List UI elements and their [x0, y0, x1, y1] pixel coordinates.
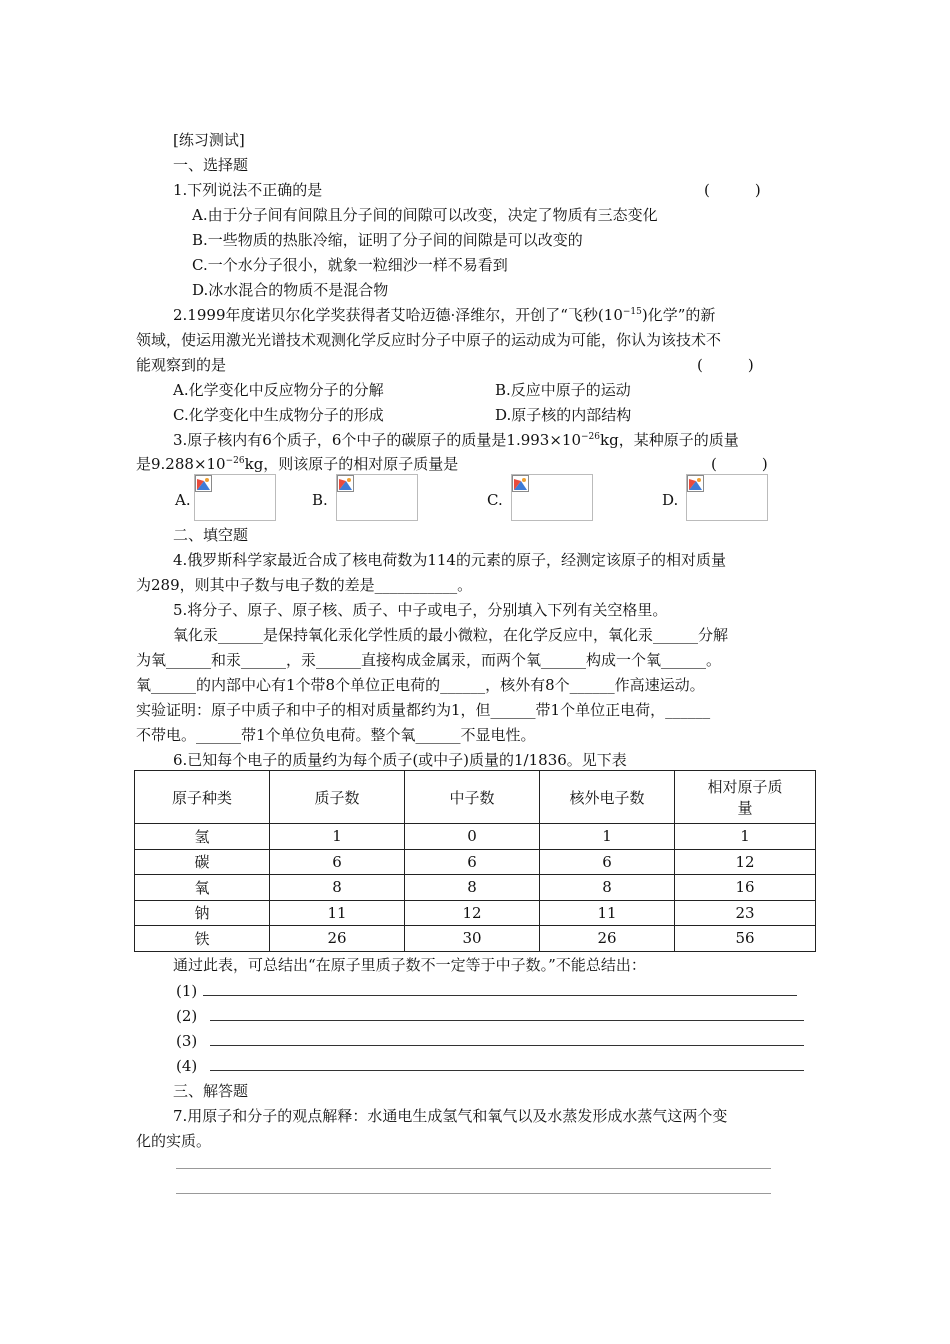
table-cell: 11 [270, 900, 405, 926]
section-title-fill: 二、填空题 [173, 526, 249, 544]
q2-option-d: D.原子核的内部结构 [495, 406, 632, 424]
q3-option-c-image [511, 474, 593, 521]
q1-option-c: C.一个水分子很小，就象一粒细沙一样不易看到 [192, 256, 508, 274]
q3-option-d-label: D. [662, 491, 679, 509]
table-cell: 6 [405, 849, 540, 875]
table-cell: 26 [270, 926, 405, 952]
q6-item-3: (3) [176, 1032, 198, 1050]
table-cell: 8 [270, 875, 405, 901]
table-cell: 26 [540, 926, 675, 952]
q5-line3: 为氧______和汞______，汞______直接构成金属汞，而两个氧______构成一个氧______。 [136, 651, 722, 669]
table-cell: 氧 [135, 875, 270, 901]
table-row [135, 824, 816, 850]
q4-line1: 4.俄罗斯科学家最近合成了核电荷数为114的元素的原子，经测定该原子的相对质量 [173, 551, 726, 569]
q3-option-b-image [336, 474, 418, 521]
table-header-row [135, 771, 816, 824]
table-cell: 23 [675, 900, 816, 926]
answer-line [176, 1168, 771, 1169]
table-header: 质子数 [270, 771, 405, 824]
table-cell: 0 [405, 824, 540, 850]
q3-option-b-label: B. [312, 491, 328, 509]
q6-item-1: (1) [176, 982, 198, 1000]
q5-line5: 实验证明：原子中质子和中子的相对质量都约为1，但______带1个单位正电荷，______ [136, 701, 711, 719]
table-cell: 钠 [135, 900, 270, 926]
table-cell: 11 [540, 900, 675, 926]
table-cell: 8 [405, 875, 540, 901]
answer-line [176, 1193, 771, 1194]
broken-image-icon [687, 475, 704, 492]
table-cell: 6 [540, 849, 675, 875]
q2-option-a: A.化学变化中反应物分子的分解 [173, 381, 384, 399]
table-cell: 16 [675, 875, 816, 901]
broken-image-icon [337, 475, 354, 492]
q7-line2: 化的实质。 [136, 1132, 212, 1150]
table-row [135, 900, 816, 926]
q6-item-2: (2) [176, 1007, 198, 1025]
answer-line [210, 1020, 804, 1021]
q5-line1: 5.将分子、原子、原子核、质子、中子或电子，分别填入下列有关空格里。 [173, 601, 668, 619]
q3-option-d-image [686, 474, 768, 521]
q6-summary: 通过此表，可总结出“在原子里质子数不一定等于中子数。”不能总结出： [173, 956, 646, 974]
table-cell: 氢 [135, 824, 270, 850]
table-cell: 碳 [135, 849, 270, 875]
q5-line2: 氧化汞______是保持氧化汞化学性质的最小微粒，在化学反应中，氧化汞______分解 [173, 626, 729, 644]
table-row [135, 926, 816, 952]
table-cell: 12 [675, 849, 816, 875]
q3-option-a-label: A. [175, 491, 191, 509]
q4-line2: 为289，则其中子数与电子数的差是___________。 [136, 576, 473, 594]
table-cell: 1 [540, 824, 675, 850]
answer-line [203, 995, 797, 996]
q2-answer-paren: ( ) [697, 356, 754, 374]
table-header: 核外电子数 [540, 771, 675, 824]
q7-line1: 7.用原子和分子的观点解释：水通电生成氢气和氧气以及水蒸发形成水蒸气这两个变 [173, 1107, 728, 1125]
answer-line [210, 1045, 804, 1046]
q6-item-4: (4) [176, 1057, 198, 1075]
q3-answer-paren: ( ) [711, 455, 768, 473]
broken-image-icon [195, 475, 212, 492]
q1-option-b: B.一些物质的热胀冷缩，证明了分子间的间隙是可以改变的 [192, 231, 583, 249]
q1-option-d: D.冰水混合的物质不是混合物 [192, 281, 389, 299]
section-header: [练习测试] [173, 131, 245, 149]
q3-line1: 3.原子核内有6个质子，6个中子的碳原子的质量是$1.993\times 10^{-26}kg$，某种原子的质量 [173, 431, 739, 449]
table-header: 相对原子质 量 [675, 771, 816, 824]
q2-option-b: B.反应中原子的运动 [495, 381, 631, 399]
q3-option-c-label: C. [487, 491, 503, 509]
broken-image-icon [512, 475, 529, 492]
table-cell: 56 [675, 926, 816, 952]
q1-answer-paren: ( ) [704, 181, 761, 199]
q3-line2: 是$9.288\times 10^{-26}kg$，则该原子的相对原子质量是 [136, 455, 459, 473]
section-title-choice: 一、选择题 [173, 156, 249, 174]
q2-line3: 能观察到的是 [136, 356, 227, 374]
q2-option-c: C.化学变化中生成物分子的形成 [173, 406, 384, 424]
q3-option-a-image [194, 474, 276, 521]
table-cell: 铁 [135, 926, 270, 952]
q1-option-a: A.由于分子间有间隙且分子间的间隙可以改变，决定了物质有三态变化 [192, 206, 658, 224]
table-header: 原子种类 [135, 771, 270, 824]
q5-line4: 氧______的内部中心有1个带8个单位正电荷的______，核外有8个______作高速运动。 [136, 676, 705, 694]
q6-stem: 6.已知每个电子的质量约为每个质子(或中子)质量的1/1836。见下表 [173, 751, 627, 769]
q2-line1: 2.1999年度诺贝尔化学奖获得者艾哈迈德·泽维尔，开创了“飞秒$(10^{-15})$化学”的新 [173, 306, 716, 324]
table-cell: 6 [270, 849, 405, 875]
table-cell: 1 [270, 824, 405, 850]
table-cell: 30 [405, 926, 540, 952]
q2-line2: 领域，使运用激光光谱技术观测化学反应时分子中原子的运动成为可能，你认为该技术不 [136, 331, 722, 349]
section-title-answer: 三、解答题 [173, 1082, 249, 1100]
atom-table [134, 770, 816, 952]
table-row [135, 849, 816, 875]
q5-line6: 不带电。______带1个单位负电荷。整个氧______不显电性。 [136, 726, 536, 744]
table-header: 中子数 [405, 771, 540, 824]
table-cell: 1 [675, 824, 816, 850]
table-cell: 8 [540, 875, 675, 901]
table-cell: 12 [405, 900, 540, 926]
answer-line [210, 1070, 804, 1071]
q1-stem: 1.下列说法不正确的是 [173, 181, 323, 199]
table-row [135, 875, 816, 901]
